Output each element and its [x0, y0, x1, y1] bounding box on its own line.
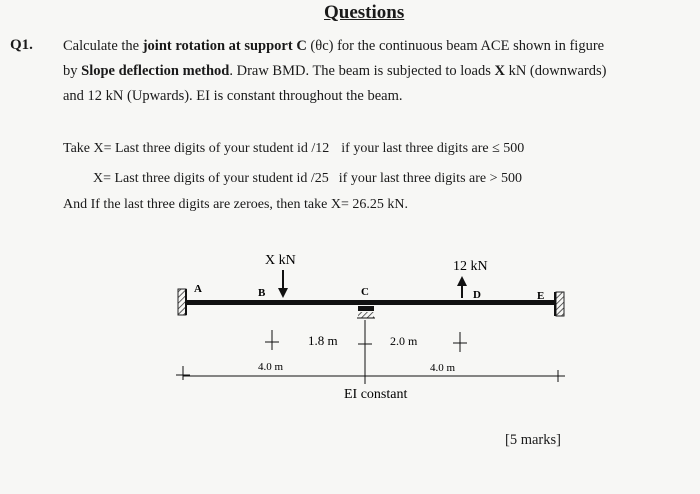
rule-line-2: X= Last three digits of your student id /25 if your last three digits are > 500 [93, 171, 523, 186]
rule-line-3: And If the last three digits are zeroes, then take X= 26.25 kN. [63, 197, 408, 212]
fixed-support-e [555, 292, 564, 316]
marks-label: [5 marks] [505, 432, 561, 448]
question-number: Q1. [10, 37, 33, 53]
point-a-label: A [194, 283, 202, 295]
support-c [357, 306, 375, 318]
load-down-label: X kN [265, 253, 296, 268]
point-c-label: C [361, 286, 369, 298]
question-line-3: and 12 kN (Upwards). EI is constant throughout the beam. [63, 88, 403, 104]
fixed-support-a [178, 289, 186, 315]
dim-4-0m-right: 4.0 m [430, 362, 456, 374]
load-up-arrow [457, 276, 467, 298]
page-title: Questions [324, 2, 405, 23]
dimension-lines [176, 320, 565, 384]
question-line-1: Calculate the joint rotation at support C (θc) for the continuous beam ACE shown in figure [63, 38, 605, 54]
point-b-label: B [258, 287, 266, 299]
ei-constant-note: EI constant [344, 387, 408, 402]
load-up-label: 12 kN [453, 259, 488, 274]
load-down-arrow [278, 270, 288, 298]
dim-2-0m: 2.0 m [390, 334, 418, 348]
dim-1-8m: 1.8 m [308, 333, 338, 348]
beam [186, 300, 555, 305]
rule-line-1: Take X= Last three digits of your student id /12 if your last three digits are ≤ 500 [63, 141, 525, 156]
question-line-2: by Slope deflection method. Draw BMD. The beam is subjected to loads X kN (downwards) [63, 63, 607, 79]
point-d-label: D [473, 289, 481, 301]
dim-4-0m-left: 4.0 m [258, 361, 284, 373]
point-e-label: E [537, 290, 545, 302]
